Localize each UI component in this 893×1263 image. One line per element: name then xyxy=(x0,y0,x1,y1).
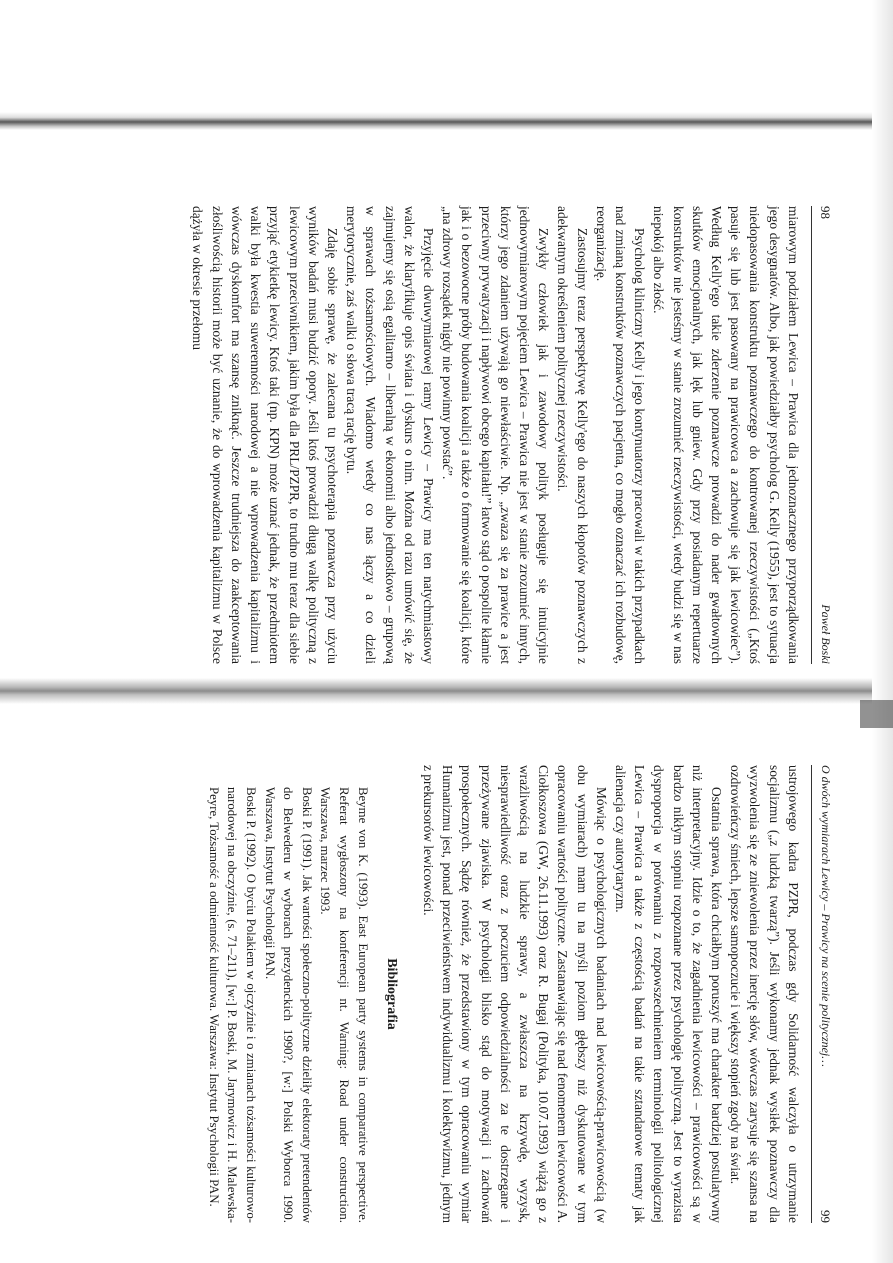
paragraph: Zastosujmy teraz perspektywę Kelly'ego do naszych kłopotów poznawczych z adekwatnym określeniem politycznej rzeczywistości. xyxy=(555,206,590,664)
scanner-dark-corner xyxy=(860,700,893,728)
reference-entry: Beyme von K. (1993). East European party systems in comparative perspective. Referat wygłoszony na konferencji nt. Warning: Road under construction. Warszawa, marzec 1993. xyxy=(318,787,370,1223)
paragraph: miarowym podziałem Lewica – Prawica dla jednoznacznego przyporządkowania jego desygnatów. Albo, jak powiedziałby psycholog G. Kelly (1955), jest to sytuacja niedopasowania konstruktu poznawczego do kontrowanej rzeczywistości („Ktoś pasuje się lub jest pasowany na prawicowca a zachowuje się jak lewicowiec”). Według Kelly'ego takie zderzenie poznawcze prowadzi do nader gwałtownych skutków emocjonalnych, jak lęk lub gniew. Gdy przy posiadanym repertuarze konstruktów nie jesteśmy w stanie zrozumieć rzeczywistości, wtedy budzi się w nas niepokój albo złość. xyxy=(651,206,801,664)
paragraph: Zdaję sobie sprawę, że zalecana tu psychoterapia poznawcza przy użyciu wyników badań musi budzić opory. Jeśli ktoś prowadził długą walkę polityczną z lewicowym przeciwnikiem, jakim była dla PRL/PZPR, to trudno mu teraz dla siebie przyjąć etykietkę lewicy. Ktoś taki (np. KPN) może uznać jednak, że przedmiotem walki była kwestia suwerenności narodowej a nie wprowadzenia kapitalizmu i wówczas dyskomfort ma szansę zniknąć. Jeszcze trudniejsza do zaakceptowania złośliwością historii może być uznanie, że do wprowadzenia kapitalizmu w Polsce dążyła w okresie przełomu xyxy=(190,206,340,664)
paragraph: Przyjęcie dwuwymiarowej ramy Lewicy – Prawicy ma ten natychmiastowy walor, że klaryfikuje opis świata i dyskurs o nim. Można od razu umówić się, że zajmujemy się osią egalitarno – liberalną w ekonomii albo jednostkowo – grupową w sprawach tożsamościowych. Wiadomo wtedy co nas łączy a co dzieli merytorycznie, zaś walki o słowa tracą rację bytu. xyxy=(344,206,436,664)
page-99 xyxy=(204,765,835,1223)
reference-entry: Boski P. (1991). Jak wartości społeczno-polityczne dzieliły elektoraty pretendentów do Belwederu w wyborach prezydenckich 1990?, [w:] Polski Wyborca 1990. Warszawa, Instytut Psychologii PAN. xyxy=(262,787,314,1223)
book-gutter-shadow xyxy=(0,678,893,704)
paragraph: ustrojowego kadra PZPR, podczas gdy Solidarność walczyła o utrzymanie socjalizmu („z ludzką twarzą”). Jeśli wykonamy jednak wysiłek poznawczy dla wyzwolenia się ze zniewolenia przez inercję słów, wówczas zarysuje się szansa na ozdrowieńczy śmiech, lepsze samopoczucie i większy stopień zgody na świat. xyxy=(728,765,801,1223)
page-number: 99 xyxy=(818,1210,833,1223)
running-head: O dwóch wymiarach Lewicy – Prawicy na scenie politycznej… xyxy=(819,765,833,1067)
page-header xyxy=(811,206,835,664)
paragraph: Ostatnia sprawa, która chciałbym poruszyć ma charakter bardziej postulatywny niż interpretacyjny. Idzie o to, że zagadnienia lewicowości – prawicowości są w bardzo nikłym stopniu rozpoznane przez psychologię polityczną. Jest to wyrazista dysproporcja w porównaniu z rozpowszechnieniem terminologii politologicznej Lewica – Prawica a także z częstością badań na takie sztandarowe tematy jak alienacja czy autorytaryzm. xyxy=(612,765,724,1223)
paragraph: Psycholog kliniczny Kelly i jego kontynuatorzy pracowali w takich przypadkach nad zmianą konstruktów poznawczych pacjenta, co mogło oznaczać ich rozbudowę, reorganizację. xyxy=(593,206,648,664)
reference-entry: Boski P. (1992). O byciu Polakiem w ojczyźnie i o zmianach tożsamości kulturowo-narodowej na obczyźnie, (s. 71–211), [w:] P. Boski, M. Jarymowicz i H. Malewska-Peyre, Tożsamość a odmienność kulturowa. Warszawa: Instytut Psychologii PAN. xyxy=(206,787,258,1223)
running-head: Paweł Boski xyxy=(819,604,833,664)
page-98 xyxy=(188,206,835,664)
page-header xyxy=(811,765,835,1223)
scanner-edge-right xyxy=(872,0,893,1263)
bibliography-heading: Bibliografia xyxy=(383,958,399,1030)
page-number: 98 xyxy=(818,206,833,219)
scanner-edge-top xyxy=(0,112,893,130)
paragraph: Zwykły człowiek jak i zawodowy polityk posługuje się intuicyjnie jednowymiarowym pojęciem Lewica – Prawica nie jest w stanie zrozumieć innych, którzy jego zdaniem używają go niewłaściwie. Np. „zwaza się za prawice a jest przeciwny prywatyzacji i napływowi obcego kapitału!” łatwo stąd o pospolite kłamie jak i o bezowocne próby budowania koalicji a także o formowanie się koalicji, które „na zdrowy rozsądek nigdy nie powinny powstać”. xyxy=(440,206,552,664)
paragraph: Mówiąc o psychologicznych badaniach nad lewicowością-prawicowością (w obu wymiarach) mam tu na myśli poziom głębszy niż dyskutowane w tym opracowaniu wartości polityczne. Zastanawiając się nad fenomenem lewicowości A. Ciołkoszowa (GW, 26.11.1993) oraz R. Bugaj (Polityka, 10.07.1993) wiążą go z wrażliwością na ludzkie sprawy, a zwłaszcza na krzywdę, wyzysk, niesprawiedliwość oraz z poczuciem odpowiedzialności za te dostrzegane i przeżywane zjawiska. W psychologii blisko stąd do motywacji i zachowań prospołecznych. Sądzę również, że przedstawiony w tym opracowaniu wymiar Humanizmu jest, ponad przeciwieństwem indywidualizmu i kolektywizmu, jednym z prekursorów lewicowości. xyxy=(420,765,609,1223)
